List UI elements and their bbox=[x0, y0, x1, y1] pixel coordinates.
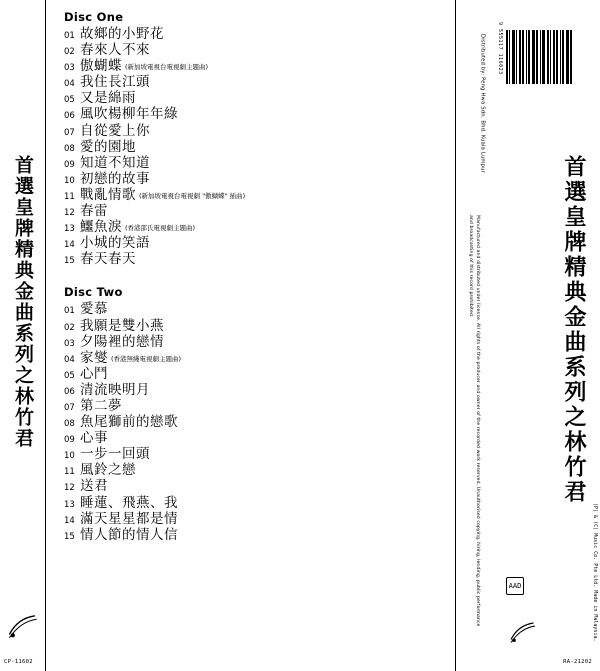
record-label-logo-icon bbox=[508, 617, 538, 647]
track-number: 01 bbox=[64, 31, 75, 41]
track-number: 09 bbox=[64, 435, 75, 446]
list-item bbox=[60, 138, 400, 155]
track-number: 07 bbox=[64, 402, 75, 413]
list-item bbox=[60, 381, 400, 398]
track-title: 心事 bbox=[80, 430, 108, 447]
track-note: (香港邵氏電視劇主題曲) bbox=[125, 224, 196, 233]
track-title: 春天春天 bbox=[80, 251, 136, 268]
track-title: 魚尾獅前的戀歌 bbox=[80, 414, 178, 431]
track-number: 06 bbox=[64, 111, 75, 122]
list-item bbox=[60, 365, 400, 382]
list-item bbox=[60, 416, 400, 430]
track-number: 05 bbox=[64, 95, 75, 106]
track-title: 自從愛上你 bbox=[80, 122, 150, 139]
list-item bbox=[60, 253, 400, 267]
list-item bbox=[60, 464, 400, 478]
track-title: 故鄉的小野花 bbox=[80, 26, 164, 42]
barcode-number: 9 555117 116023 bbox=[497, 22, 503, 75]
track-title: 傲蝴蝶 bbox=[80, 58, 122, 75]
back-cover-panel bbox=[455, 0, 600, 671]
track-title: 風鈴之戀 bbox=[80, 462, 136, 479]
track-note: (新加坡電視台電視劇 "傲蝴蝶" 插曲) bbox=[139, 191, 246, 200]
list-item bbox=[60, 333, 400, 350]
track-number: 14 bbox=[64, 240, 75, 251]
catalog-number-right: RA-21202 bbox=[563, 659, 592, 665]
disc-separator bbox=[60, 269, 400, 285]
list-item bbox=[60, 317, 400, 334]
track-number: 04 bbox=[64, 354, 75, 365]
back-cover-title: 首選皇牌精典金曲系列之林竹君 bbox=[561, 155, 586, 505]
track-title: 家燮 bbox=[80, 349, 108, 366]
track-number: 02 bbox=[64, 322, 75, 333]
stereo-format-badge: AAD bbox=[506, 577, 524, 595]
track-number: 15 bbox=[64, 256, 75, 267]
track-title: 戰亂情歌 bbox=[80, 186, 136, 203]
list-item bbox=[60, 122, 400, 139]
track-title: 心鬥 bbox=[80, 365, 108, 382]
track-number: 12 bbox=[64, 208, 75, 219]
tracklist-panel bbox=[60, 10, 400, 545]
list-item bbox=[60, 494, 400, 511]
track-title: 第二夢 bbox=[80, 397, 122, 414]
list-item bbox=[60, 170, 400, 187]
list-item bbox=[60, 76, 400, 90]
list-item bbox=[60, 480, 400, 494]
track-title: 鱷魚淚 bbox=[80, 219, 122, 236]
list-item bbox=[60, 60, 400, 74]
track-title: 愛的園地 bbox=[80, 138, 136, 155]
track-number: 06 bbox=[64, 386, 75, 397]
list-item bbox=[60, 237, 400, 251]
disc-two-heading: Disc Two bbox=[64, 285, 123, 300]
track-number: 04 bbox=[64, 79, 75, 90]
track-title: 知道不知道 bbox=[80, 154, 150, 171]
label-line-text: (P) & (C) Music Co. Pte Ltd. Made in Malaysia. bbox=[592, 502, 598, 641]
list-item bbox=[60, 221, 400, 235]
list-item bbox=[60, 154, 400, 171]
track-number: 01 bbox=[64, 306, 75, 317]
track-number: 13 bbox=[64, 224, 75, 235]
track-number: 13 bbox=[64, 499, 75, 510]
track-title: 春雷 bbox=[80, 203, 108, 220]
list-item bbox=[60, 205, 400, 219]
list-item bbox=[60, 92, 400, 106]
track-title: 風吹楊柳年年綠 bbox=[80, 106, 178, 123]
track-title: 情人節的情人信 bbox=[80, 526, 178, 543]
left-spine-panel bbox=[0, 0, 46, 671]
spine-title: 首選皇牌精典金曲系列之林竹君 bbox=[12, 155, 34, 449]
catalog-number-left: CP-11602 bbox=[4, 659, 33, 665]
track-title: 初戀的故事 bbox=[80, 170, 150, 187]
track-title: 滿天星星都是情 bbox=[80, 510, 178, 527]
track-number: 09 bbox=[64, 159, 75, 170]
track-title: 睡蓮、飛燕、我 bbox=[80, 494, 178, 511]
disc-one-track-list bbox=[60, 28, 400, 267]
track-number: 08 bbox=[64, 419, 75, 430]
list-item bbox=[60, 303, 400, 317]
list-item bbox=[60, 526, 400, 543]
track-note: (香港無綫電視劇主題曲) bbox=[111, 354, 182, 363]
track-number: 05 bbox=[64, 370, 75, 381]
distributor-text: Distributed by: Peng Hwa Sdn. Bhd. Kuala Lumpur bbox=[479, 34, 486, 173]
track-title: 我住長江頭 bbox=[80, 74, 150, 91]
list-item bbox=[60, 28, 400, 42]
track-number: 03 bbox=[64, 63, 75, 74]
copyright-text: Manufactured and distributed under license. All rights of the producer and owner of the recorded work reserved. Unauthorised copying, hiring, lending, public performance and broadcasting of this record prohibited. bbox=[467, 215, 480, 627]
track-title: 送君 bbox=[80, 478, 108, 495]
disc-one-heading: Disc One bbox=[64, 10, 124, 24]
track-number: 12 bbox=[64, 483, 75, 494]
track-title: 愛慕 bbox=[80, 301, 108, 318]
track-title: 清流映明月 bbox=[80, 381, 150, 398]
track-number: 07 bbox=[64, 127, 75, 138]
list-item bbox=[60, 510, 400, 527]
record-label-logo-icon bbox=[6, 609, 40, 643]
track-number: 11 bbox=[64, 467, 75, 478]
track-number: 14 bbox=[64, 515, 75, 526]
track-title: 一步一回頭 bbox=[80, 446, 150, 463]
track-title: 小城的笑語 bbox=[80, 235, 150, 252]
track-number: 08 bbox=[64, 143, 75, 154]
track-number: 10 bbox=[64, 451, 75, 462]
track-number: 03 bbox=[64, 338, 75, 349]
barcode-icon bbox=[506, 30, 572, 84]
track-title: 我願是雙小燕 bbox=[80, 317, 164, 334]
disc-two-track-list bbox=[60, 303, 400, 542]
track-number: 11 bbox=[64, 191, 75, 202]
track-number: 15 bbox=[64, 531, 75, 542]
track-title: 又是綿雨 bbox=[80, 90, 136, 107]
track-title: 夕陽裡的戀情 bbox=[80, 333, 164, 350]
list-item bbox=[60, 44, 400, 58]
list-item bbox=[60, 186, 400, 203]
list-item bbox=[60, 349, 400, 366]
list-item bbox=[60, 397, 400, 414]
list-item bbox=[60, 448, 400, 462]
list-item bbox=[60, 108, 400, 122]
track-number: 10 bbox=[64, 175, 75, 186]
track-note: (新加坡電視台電視劇主題曲) bbox=[125, 63, 209, 72]
track-title: 春來人不來 bbox=[80, 42, 150, 59]
list-item bbox=[60, 432, 400, 446]
track-number: 02 bbox=[64, 47, 75, 58]
